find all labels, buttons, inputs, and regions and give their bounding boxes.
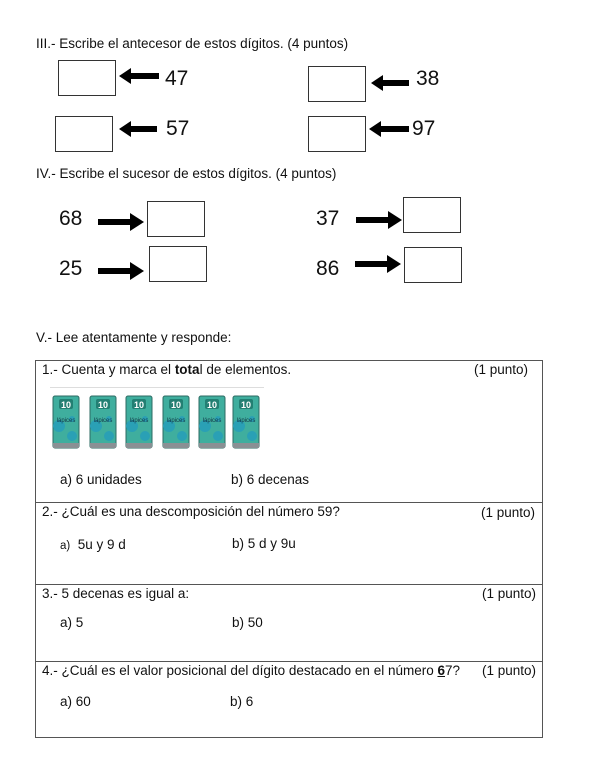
answer-box-predecessor-97[interactable]	[308, 116, 366, 152]
question-2-option-b[interactable]: b) 5 d y 9u	[232, 536, 296, 551]
question-1-text-end: l de elementos.	[199, 362, 292, 377]
number-57: 57	[166, 117, 190, 140]
answer-box-predecessor-57[interactable]	[55, 116, 113, 152]
answer-box-predecessor-38[interactable]	[308, 66, 366, 102]
question-2-option-a-text: 5u y 9 d	[77, 537, 126, 552]
answer-box-successor-68[interactable]	[147, 201, 205, 237]
question-2-text: 2.- ¿Cuál es una descomposición del número 59?	[42, 504, 340, 519]
pencil-box-icon	[232, 395, 260, 449]
arrow-left-icon	[119, 121, 157, 137]
question-4-text-body: 4.- ¿Cuál es el valor posicional del dígito destacado en el número	[42, 663, 438, 678]
svg-text:10: 10	[170, 400, 182, 410]
section-5-title: V.- Lee atentamente y responde:	[36, 330, 232, 345]
svg-text:lápices: lápices	[166, 418, 186, 424]
svg-text:10: 10	[60, 400, 72, 410]
number-97: 97	[412, 117, 436, 140]
svg-text:10: 10	[206, 400, 218, 410]
question-3-text: 3.- 5 decenas es igual a:	[42, 586, 190, 601]
svg-text:lápices: lápices	[129, 418, 149, 424]
question-4-text-end: 7?	[445, 663, 461, 678]
svg-text:10: 10	[97, 400, 109, 410]
svg-text:10: 10	[133, 400, 145, 410]
answer-box-successor-37[interactable]	[403, 197, 461, 233]
question-1-option-b[interactable]: b) 6 decenas	[231, 472, 310, 487]
number-25: 25	[59, 257, 83, 280]
pencil-box-icon	[52, 395, 80, 449]
question-4-option-a[interactable]: a) 60	[60, 694, 91, 709]
arrow-left-icon	[119, 68, 159, 84]
arrow-right-icon	[98, 262, 144, 280]
pencil-box-icon	[125, 395, 153, 449]
section-3-title: III.- Escribe el antecesor de estos dígitos. (4 puntos)	[36, 36, 349, 51]
image-frame-line	[50, 387, 264, 388]
number-37: 37	[316, 207, 340, 230]
section-4-title: IV.- Escribe el sucesor de estos dígitos. (4 puntos)	[36, 166, 337, 181]
svg-text:lápices: lápices	[202, 418, 222, 424]
question-1-text	[42, 362, 291, 377]
question-1-points: (1 punto)	[474, 362, 529, 377]
question-3-option-a[interactable]: a) 5	[60, 615, 84, 630]
pencil-box-icon	[198, 395, 226, 449]
question-4-points: (1 punto)	[482, 663, 537, 678]
question-3-option-b[interactable]: b) 50	[232, 615, 263, 630]
number-68: 68	[59, 207, 83, 230]
svg-text:lápices: lápices	[93, 418, 113, 424]
row-divider	[36, 584, 542, 585]
row-divider	[36, 661, 542, 662]
answer-box-successor-25[interactable]	[149, 246, 207, 282]
arrow-right-icon	[356, 211, 402, 229]
number-47: 47	[165, 67, 189, 90]
arrow-left-icon	[371, 75, 409, 91]
arrow-right-icon	[355, 255, 401, 273]
question-2-option-a[interactable]	[60, 537, 126, 552]
question-1-text-bold: tota	[174, 362, 200, 377]
svg-text:lápices: lápices	[236, 418, 256, 424]
number-86: 86	[316, 257, 340, 280]
question-1-text-start: 1.- Cuenta y marca el	[42, 362, 175, 377]
question-1-option-a[interactable]: a) 6 unidades	[60, 472, 142, 487]
question-2-option-a-letter: a)	[60, 540, 71, 552]
arrow-right-icon	[98, 213, 144, 231]
question-3-points: (1 punto)	[482, 586, 537, 601]
svg-text:lápices: lápices	[56, 418, 76, 424]
pencil-box-icon	[89, 395, 117, 449]
svg-text:10: 10	[240, 400, 252, 410]
answer-box-successor-86[interactable]	[404, 247, 462, 283]
question-2-points: (1 punto)	[481, 505, 536, 520]
number-38: 38	[416, 67, 440, 90]
pencil-box-icon	[162, 395, 190, 449]
question-4-option-b[interactable]: b) 6	[230, 694, 254, 709]
question-4-highlighted-digit: 6	[437, 663, 445, 678]
arrow-left-icon	[369, 121, 409, 137]
row-divider	[36, 502, 542, 503]
answer-box-predecessor-47[interactable]	[58, 60, 116, 96]
question-4-text	[42, 663, 460, 678]
